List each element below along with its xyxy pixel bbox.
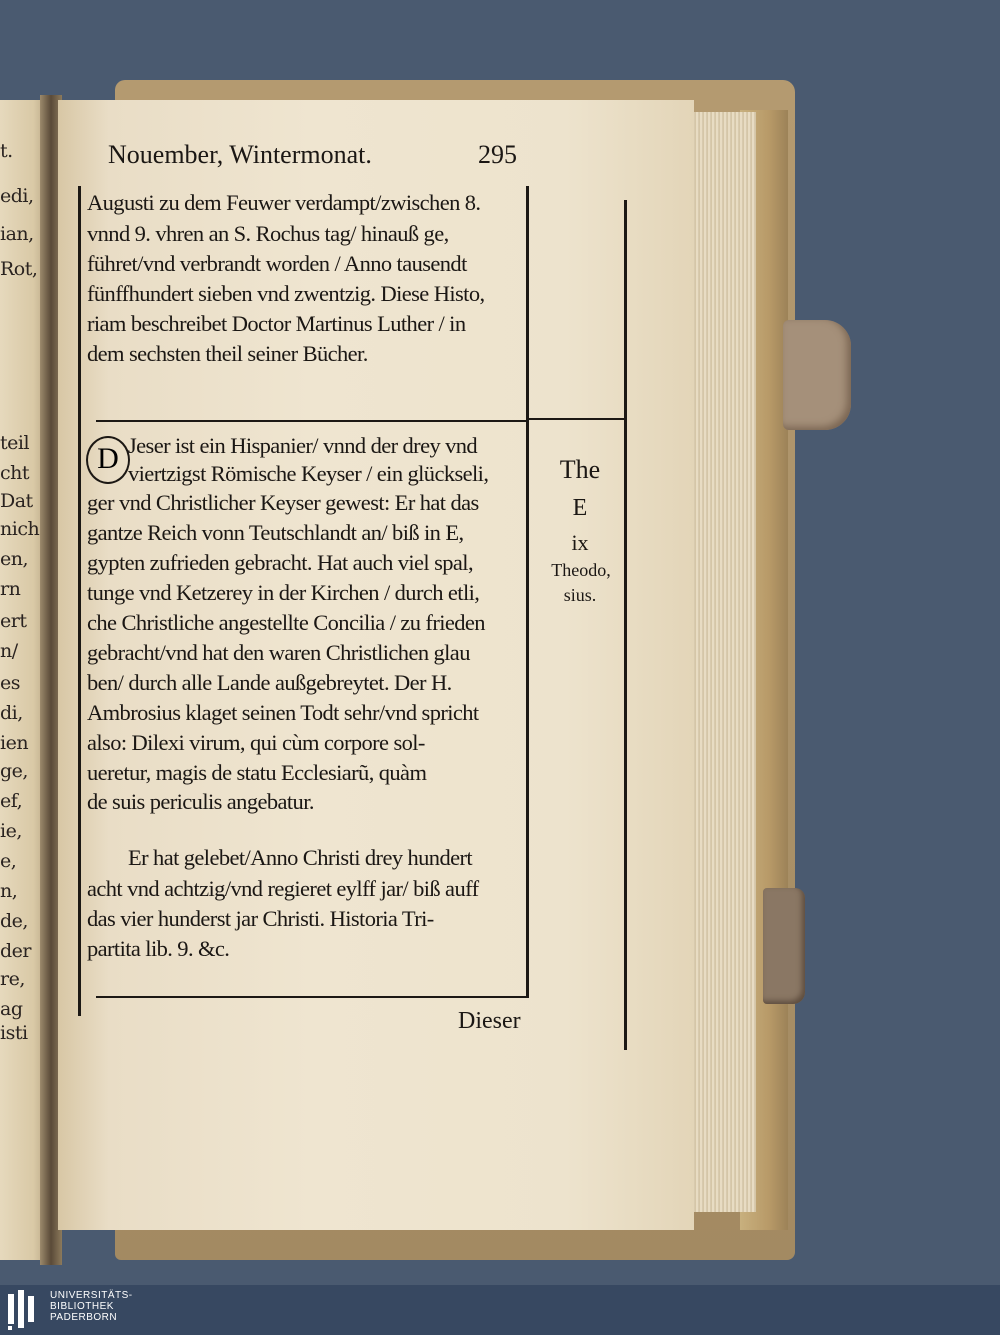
left-page-fragment: teil (0, 432, 30, 454)
section-divider (96, 420, 528, 422)
text-line: Augusti zu dem Feuwer verdampt/zwischen 8. (87, 190, 481, 215)
library-logo-icon (6, 1288, 42, 1332)
left-page-fragment: es (0, 672, 20, 694)
left-page-fragment: e, (0, 850, 17, 872)
text-line: de suis periculis angebatur. (87, 789, 314, 814)
footer-line-1: UNIVERSITÄTS- (50, 1290, 133, 1301)
text-line: gebracht/vnd hat den waren Christlichen glau (87, 640, 470, 665)
text-line: ger vnd Christlicher Keyser gewest: Er hat das (87, 490, 479, 515)
text-line: riam beschreibet Doctor Martinus Luther / in (87, 311, 466, 336)
margin-note-line: Theodo, (551, 560, 611, 580)
page-number: 295 (478, 140, 517, 169)
outer-right-rule (624, 200, 627, 1050)
text-line: gypten zufrieden gebracht. Hat auch viel spal, (87, 550, 473, 575)
left-page-fragment: ag (0, 998, 23, 1020)
text-line: ueretur, magis de statu Ecclesiarũ, quàm (87, 760, 427, 785)
text-line: acht vnd achtzig/vnd regieret eylff jar/ biß auff (87, 876, 479, 901)
drop-cap: D (86, 436, 130, 484)
catchword: Dieser (458, 1008, 521, 1034)
text-line: dem sechsten theil seiner Bücher. (87, 341, 368, 366)
text-line: Jeser ist ein Hispanier/ vnnd der drey vnd (128, 433, 478, 458)
margin-note-line: The (559, 455, 601, 484)
left-page-fragment: de, (0, 910, 28, 932)
left-page-fragment: Dat (0, 490, 33, 512)
left-page-fragment: edi, (0, 185, 34, 207)
left-page-fragment: nich (0, 518, 40, 540)
left-page-fragment: ien (0, 732, 29, 754)
left-page-fragment: cht (0, 462, 30, 484)
text-line: also: Dilexi virum, qui cùm corpore sol- (87, 730, 425, 755)
text-line: viertzigst Römische Keyser / ein glückseli, (128, 461, 489, 486)
library-footer (0, 1285, 1000, 1335)
book-clasp-lower (763, 888, 805, 1004)
frame-left-rule (78, 186, 81, 1016)
frame-right-rule (526, 186, 529, 998)
page-header-title: Nouember, Wintermonat. (108, 140, 372, 169)
text-line: das vier hunderst jar Christi. Historia Tri- (87, 906, 434, 931)
text-line: gantze Reich vonn Teutschlandt an/ biß in E, (87, 520, 464, 545)
left-page-fragment: di, (0, 702, 23, 724)
text-line: ben/ durch alle Lande außgebreytet. Der H. (87, 670, 452, 695)
text-line: vnnd 9. vhren an S. Rochus tag/ hinauß ge, (87, 221, 449, 246)
margin-note-line: sius. (563, 585, 597, 605)
margin-note-line: ix (571, 530, 589, 555)
left-page-fragment: Rot, (0, 258, 38, 280)
left-page-fragment: n, (0, 880, 18, 902)
margin-divider (528, 418, 624, 420)
text-line: partita lib. 9. &c. (87, 936, 230, 961)
left-page-fragment: isti (0, 1022, 28, 1044)
text-line: tunge vnd Ketzerey in der Kirchen / durch etli, (87, 580, 480, 605)
left-page-fragment: rn (0, 578, 21, 600)
left-page-fragment: ge, (0, 760, 28, 782)
left-page-fragment: ert (0, 610, 27, 632)
left-page-fragment: ef, (0, 790, 23, 812)
bottom-rule (96, 996, 528, 998)
text-line: fünffhundert sieben vnd zwentzig. Diese Histo, (87, 281, 485, 306)
footer-line-3: PADERBORN (50, 1312, 118, 1323)
text-line: Ambrosius klaget seinen Todt sehr/vnd spricht (87, 700, 479, 725)
left-page-fragment: t. (0, 140, 13, 162)
left-page-fragment: der (0, 940, 31, 962)
left-page-fragment: n/ (0, 640, 18, 662)
left-page-fragment: ian, (0, 223, 34, 245)
text-line: che Christliche angestellte Concilia / zu frieden (87, 610, 485, 635)
left-page-fragment: en, (0, 548, 29, 570)
margin-note-line: E (572, 495, 588, 521)
book-clasp-upper (783, 320, 851, 430)
left-page-fragment: ie, (0, 820, 22, 842)
footer-line-2: BIBLIOTHEK (50, 1301, 114, 1312)
text-line: führet/vnd verbrandt worden / Anno tausendt (87, 251, 467, 276)
left-page-fragment: re, (0, 968, 25, 990)
text-line: Er hat gelebet/Anno Christi drey hundert (128, 845, 473, 870)
